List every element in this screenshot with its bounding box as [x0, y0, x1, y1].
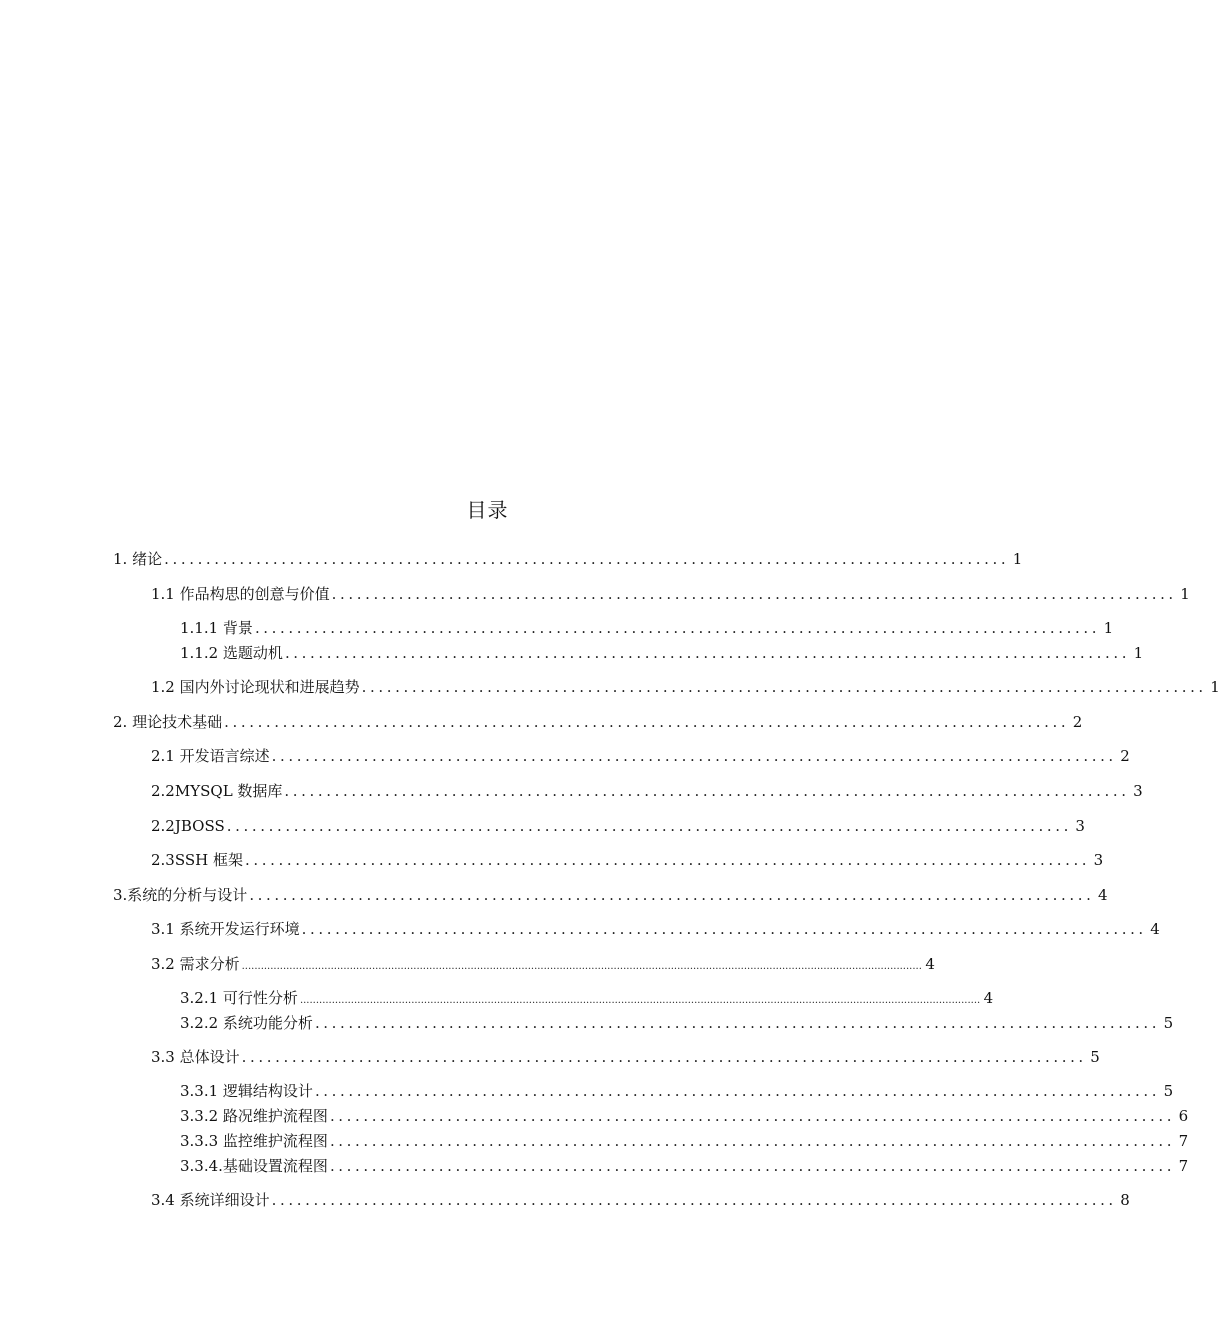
toc-entry[interactable]: [113, 711, 1083, 733]
toc-page-number: 3: [1075, 817, 1085, 835]
toc-page-number: 8: [1120, 1191, 1130, 1209]
dot-leader: .....................................................................................................: [284, 782, 1130, 800]
toc-entry-label: 3.2.2 系统功能分析: [180, 1014, 313, 1032]
toc-entry-label: 3.4 系统详细设计: [151, 1191, 270, 1209]
dot-leader: .....................................................................................................: [331, 585, 1177, 603]
toc-page-number: 1: [1012, 550, 1023, 568]
toc-entry[interactable]: [151, 918, 1160, 940]
toc-entry[interactable]: [180, 642, 1144, 664]
toc-entry-label: 2. 理论技术基础: [113, 713, 223, 731]
toc-entry[interactable]: [151, 676, 1220, 698]
dot-leader: .....................................................................................................: [301, 920, 1147, 938]
dot-leader: .....................................................................................................: [314, 1014, 1161, 1032]
dot-leader: .....................................................................................................: [284, 644, 1131, 662]
toc-entry[interactable]: [180, 617, 1114, 639]
dot-leader: .....................................................................................................: [271, 747, 1117, 765]
toc-entry[interactable]: [180, 1012, 1174, 1034]
dot-leader: .....................................................................................................: [361, 678, 1207, 696]
dot-leader: .....................................................................................................: [241, 1048, 1087, 1066]
toc-entry-label: 2.2MYSQL 数据库: [151, 782, 283, 800]
toc-page-number: 4: [1097, 886, 1108, 904]
toc-title: 目录: [466, 498, 509, 522]
toc-entry[interactable]: [151, 780, 1143, 802]
toc-entry-label: 3.3.4.基础设置流程图: [180, 1157, 328, 1175]
toc-page-number: 5: [1163, 1014, 1174, 1032]
toc-entry-label: 3.1 系统开发运行环境: [151, 920, 300, 938]
toc-page-number: 3: [1133, 782, 1143, 800]
toc-page-number: 3: [1093, 851, 1104, 869]
toc-entry-label: 3.2 需求分析: [151, 955, 240, 973]
toc-entry-label: 2.1 开发语言综述: [151, 747, 270, 765]
toc-entry-label: 3.3 总体设计: [151, 1048, 240, 1066]
toc-page-number: 4: [925, 955, 935, 973]
toc-entry[interactable]: [151, 1189, 1130, 1211]
dot-leader: .....................................................................................................: [226, 817, 1072, 835]
toc-entry-label: 3.3.1 逻辑结构设计: [180, 1082, 313, 1100]
toc-entry-label: 1.1.2 选题动机: [180, 644, 283, 662]
toc-entry[interactable]: [180, 1105, 1189, 1127]
toc-page-number: 5: [1090, 1048, 1100, 1066]
dot-leader: .....................................................................................................: [329, 1107, 1176, 1125]
toc-entry-label: 1.2 国内外讨论现状和进展趋势: [151, 678, 360, 696]
dot-leader: .....................................................................................................: [164, 550, 1010, 568]
dot-leader: .....................................................................................................: [314, 1082, 1161, 1100]
toc-entry-label: 1.1.1 背景: [180, 619, 253, 637]
toc-entry[interactable]: [180, 1080, 1174, 1102]
toc-entry[interactable]: [113, 884, 1108, 906]
toc-page-number: 5: [1163, 1082, 1174, 1100]
toc-entry-label: 2.3SSH 框架: [151, 851, 243, 869]
dot-leader: ......................................................................................................................................................................................................................: [241, 961, 922, 972]
dot-leader: ......................................................................................................................................................................................................................: [299, 995, 981, 1006]
toc-page-number: 1: [1103, 619, 1114, 637]
toc-page-number: 1: [1210, 678, 1220, 696]
dot-leader: .....................................................................................................: [329, 1132, 1176, 1150]
dot-leader: .....................................................................................................: [249, 886, 1095, 904]
toc-entry[interactable]: [151, 953, 935, 975]
toc-page-number: 7: [1178, 1132, 1189, 1150]
toc-page-number: 2: [1072, 713, 1083, 731]
toc-entry[interactable]: [151, 1046, 1100, 1068]
toc-entry-label: 2.2JBOSS: [151, 817, 225, 835]
toc-page-number: 4: [983, 989, 994, 1007]
toc-entry[interactable]: [180, 987, 994, 1009]
toc-entry[interactable]: [113, 548, 1023, 570]
toc-entry[interactable]: [180, 1130, 1189, 1152]
toc-page-number: 1: [1180, 585, 1190, 603]
toc-entry[interactable]: [151, 745, 1130, 767]
toc-entry[interactable]: [151, 849, 1104, 871]
toc-entry-label: 3.3.3 监控维护流程图: [180, 1132, 328, 1150]
toc-page-number: 6: [1178, 1107, 1189, 1125]
toc-entry-label: 3.3.2 路况维护流程图: [180, 1107, 328, 1125]
toc-entry[interactable]: [151, 583, 1190, 605]
toc-page-number: 2: [1120, 747, 1130, 765]
toc-page-number: 7: [1178, 1157, 1189, 1175]
dot-leader: .....................................................................................................: [329, 1157, 1176, 1175]
toc-entry-label: 3.2.1 可行性分析: [180, 989, 298, 1007]
toc-page-number: 1: [1133, 644, 1144, 662]
toc-entry[interactable]: [180, 1155, 1189, 1177]
toc-entry-label: 1.1 作品构思的创意与价值: [151, 585, 330, 603]
dot-leader: .....................................................................................................: [271, 1191, 1117, 1209]
toc-entry[interactable]: [151, 815, 1085, 837]
toc-entry-label: 3.系统的分析与设计: [113, 886, 248, 904]
toc-entry-label: 1. 绪论: [113, 550, 163, 568]
dot-leader: .....................................................................................................: [254, 619, 1101, 637]
dot-leader: .....................................................................................................: [245, 851, 1091, 869]
toc-page-number: 4: [1150, 920, 1160, 938]
dot-leader: .....................................................................................................: [224, 713, 1070, 731]
